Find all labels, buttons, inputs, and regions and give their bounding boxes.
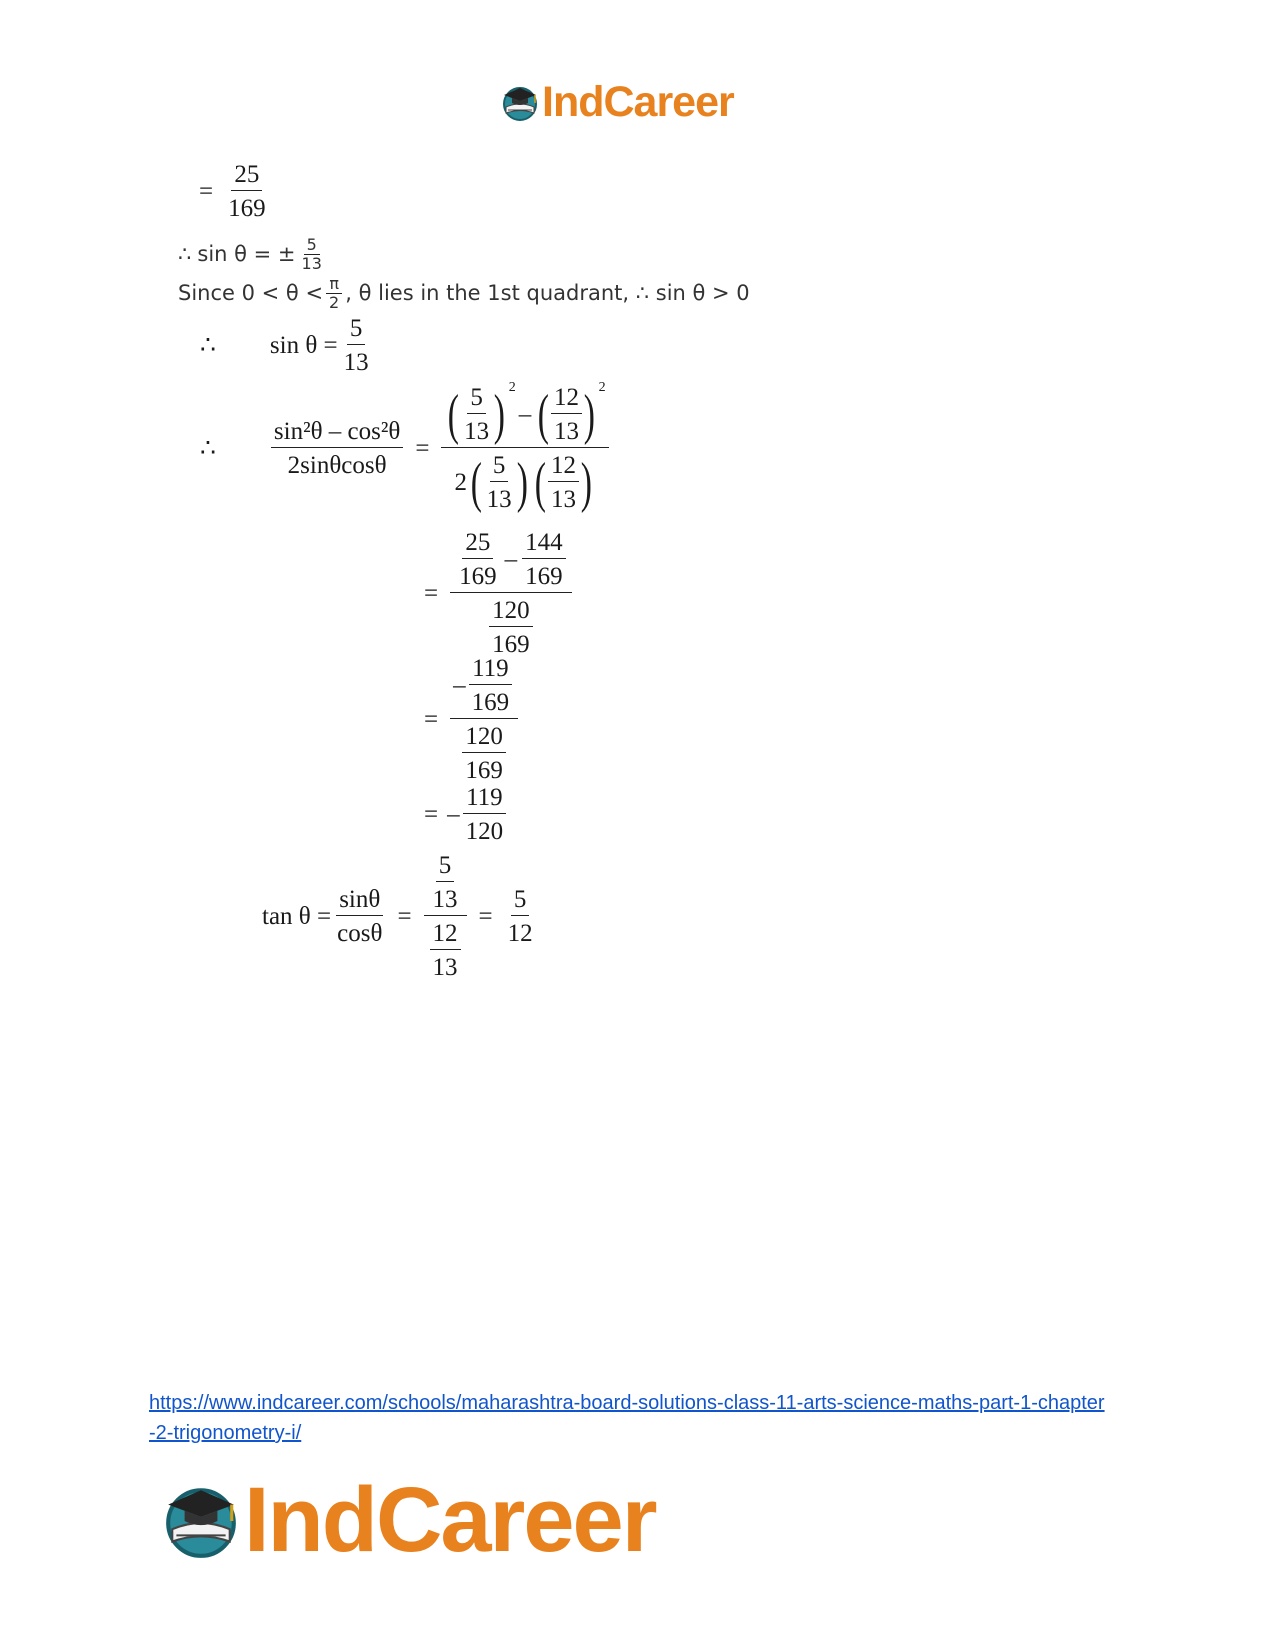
numerator: $\frac{25}{169}$ – $\frac{144}{169}$ xyxy=(450,530,572,593)
numerator: 5 xyxy=(304,237,320,255)
numerator: 5 xyxy=(511,887,530,916)
denominator: $\frac{120}{169}$ xyxy=(456,719,512,783)
numerator: sin²θ – cos²θ xyxy=(271,419,403,448)
source-link[interactable]: https://www.indcareer.com/schools/maharashtra-board-solutions-class-11-arts-science-maths-part-1-chapter-2-trigonometry-i/ xyxy=(149,1392,1105,1444)
expression: sin θ = xyxy=(269,332,338,359)
equals-sign: = xyxy=(415,435,430,462)
denominator: 120 xyxy=(465,818,504,845)
denominator: 13 xyxy=(301,254,322,273)
fraction xyxy=(424,853,467,980)
fraction xyxy=(450,656,518,783)
graduation-cap-globe-icon xyxy=(160,1480,242,1562)
step-6 xyxy=(415,530,575,657)
numerator: sinθ xyxy=(336,887,383,916)
expression: sin θ = ± xyxy=(197,242,296,266)
denominator: $\frac{12}{13}$ xyxy=(424,916,467,980)
equals-sign: = xyxy=(424,706,439,733)
text: Since 0 < θ < xyxy=(178,281,324,305)
footer-logo-text: IndCareer xyxy=(244,1469,656,1571)
denominator: 13 xyxy=(343,349,369,376)
fraction xyxy=(463,785,507,844)
step-5 xyxy=(200,380,612,514)
step-2 xyxy=(178,237,328,272)
numerator: 25 xyxy=(231,162,262,191)
numerator: ( $\frac{5}{13}$ ) 2 – ( $\frac{12}{13}$ ) 2 xyxy=(441,385,608,448)
equals-sign: = xyxy=(424,801,439,828)
step-4 xyxy=(200,316,375,375)
fraction xyxy=(505,887,536,946)
denominator: 169 xyxy=(228,195,266,222)
equals-sign: = xyxy=(478,903,493,930)
denominator: 12 xyxy=(507,920,533,947)
equals-sign: = xyxy=(424,580,439,607)
step-3 xyxy=(178,276,750,311)
minus-sign: – xyxy=(447,801,460,828)
fraction xyxy=(299,237,325,272)
footer-logo xyxy=(160,1468,656,1573)
step-9 xyxy=(262,853,539,980)
denominator: $\frac{120}{169}$ xyxy=(483,593,539,657)
fraction xyxy=(334,887,385,946)
numerator: – $\frac{119}{169}$ xyxy=(450,656,518,719)
therefore-symbol: ∴ xyxy=(178,242,192,266)
fraction xyxy=(341,316,372,375)
graduation-cap-globe-icon xyxy=(500,83,540,123)
fraction xyxy=(441,380,608,514)
therefore-symbol: ∴ xyxy=(200,435,216,462)
expression: tan θ = xyxy=(262,903,332,930)
equals-sign: = xyxy=(199,178,214,205)
numerator: 5 xyxy=(347,316,366,345)
fraction xyxy=(225,162,269,221)
text: , θ lies in the 1st quadrant, ∴ sin θ > 0 xyxy=(345,281,750,305)
fraction xyxy=(326,276,342,311)
step-8 xyxy=(415,785,509,844)
numerator: $\frac{5}{13}$ xyxy=(424,853,467,916)
header-logo-text: IndCareer xyxy=(542,78,734,126)
fraction xyxy=(450,530,572,657)
fraction xyxy=(271,419,403,478)
denominator: cosθ xyxy=(337,920,383,947)
denominator: 2sinθcosθ xyxy=(287,452,387,479)
numerator: π xyxy=(326,276,342,294)
equals-sign: = xyxy=(397,903,412,930)
denominator: 2 ( $\frac{5}{13}$ ) ( $\frac{12}{13}$ ) xyxy=(454,451,592,514)
therefore-symbol: ∴ xyxy=(200,332,216,359)
step-7 xyxy=(415,656,521,783)
denominator: 2 xyxy=(329,293,340,312)
numerator: 119 xyxy=(463,785,506,814)
header-logo xyxy=(500,78,734,127)
step-1 xyxy=(190,162,272,221)
